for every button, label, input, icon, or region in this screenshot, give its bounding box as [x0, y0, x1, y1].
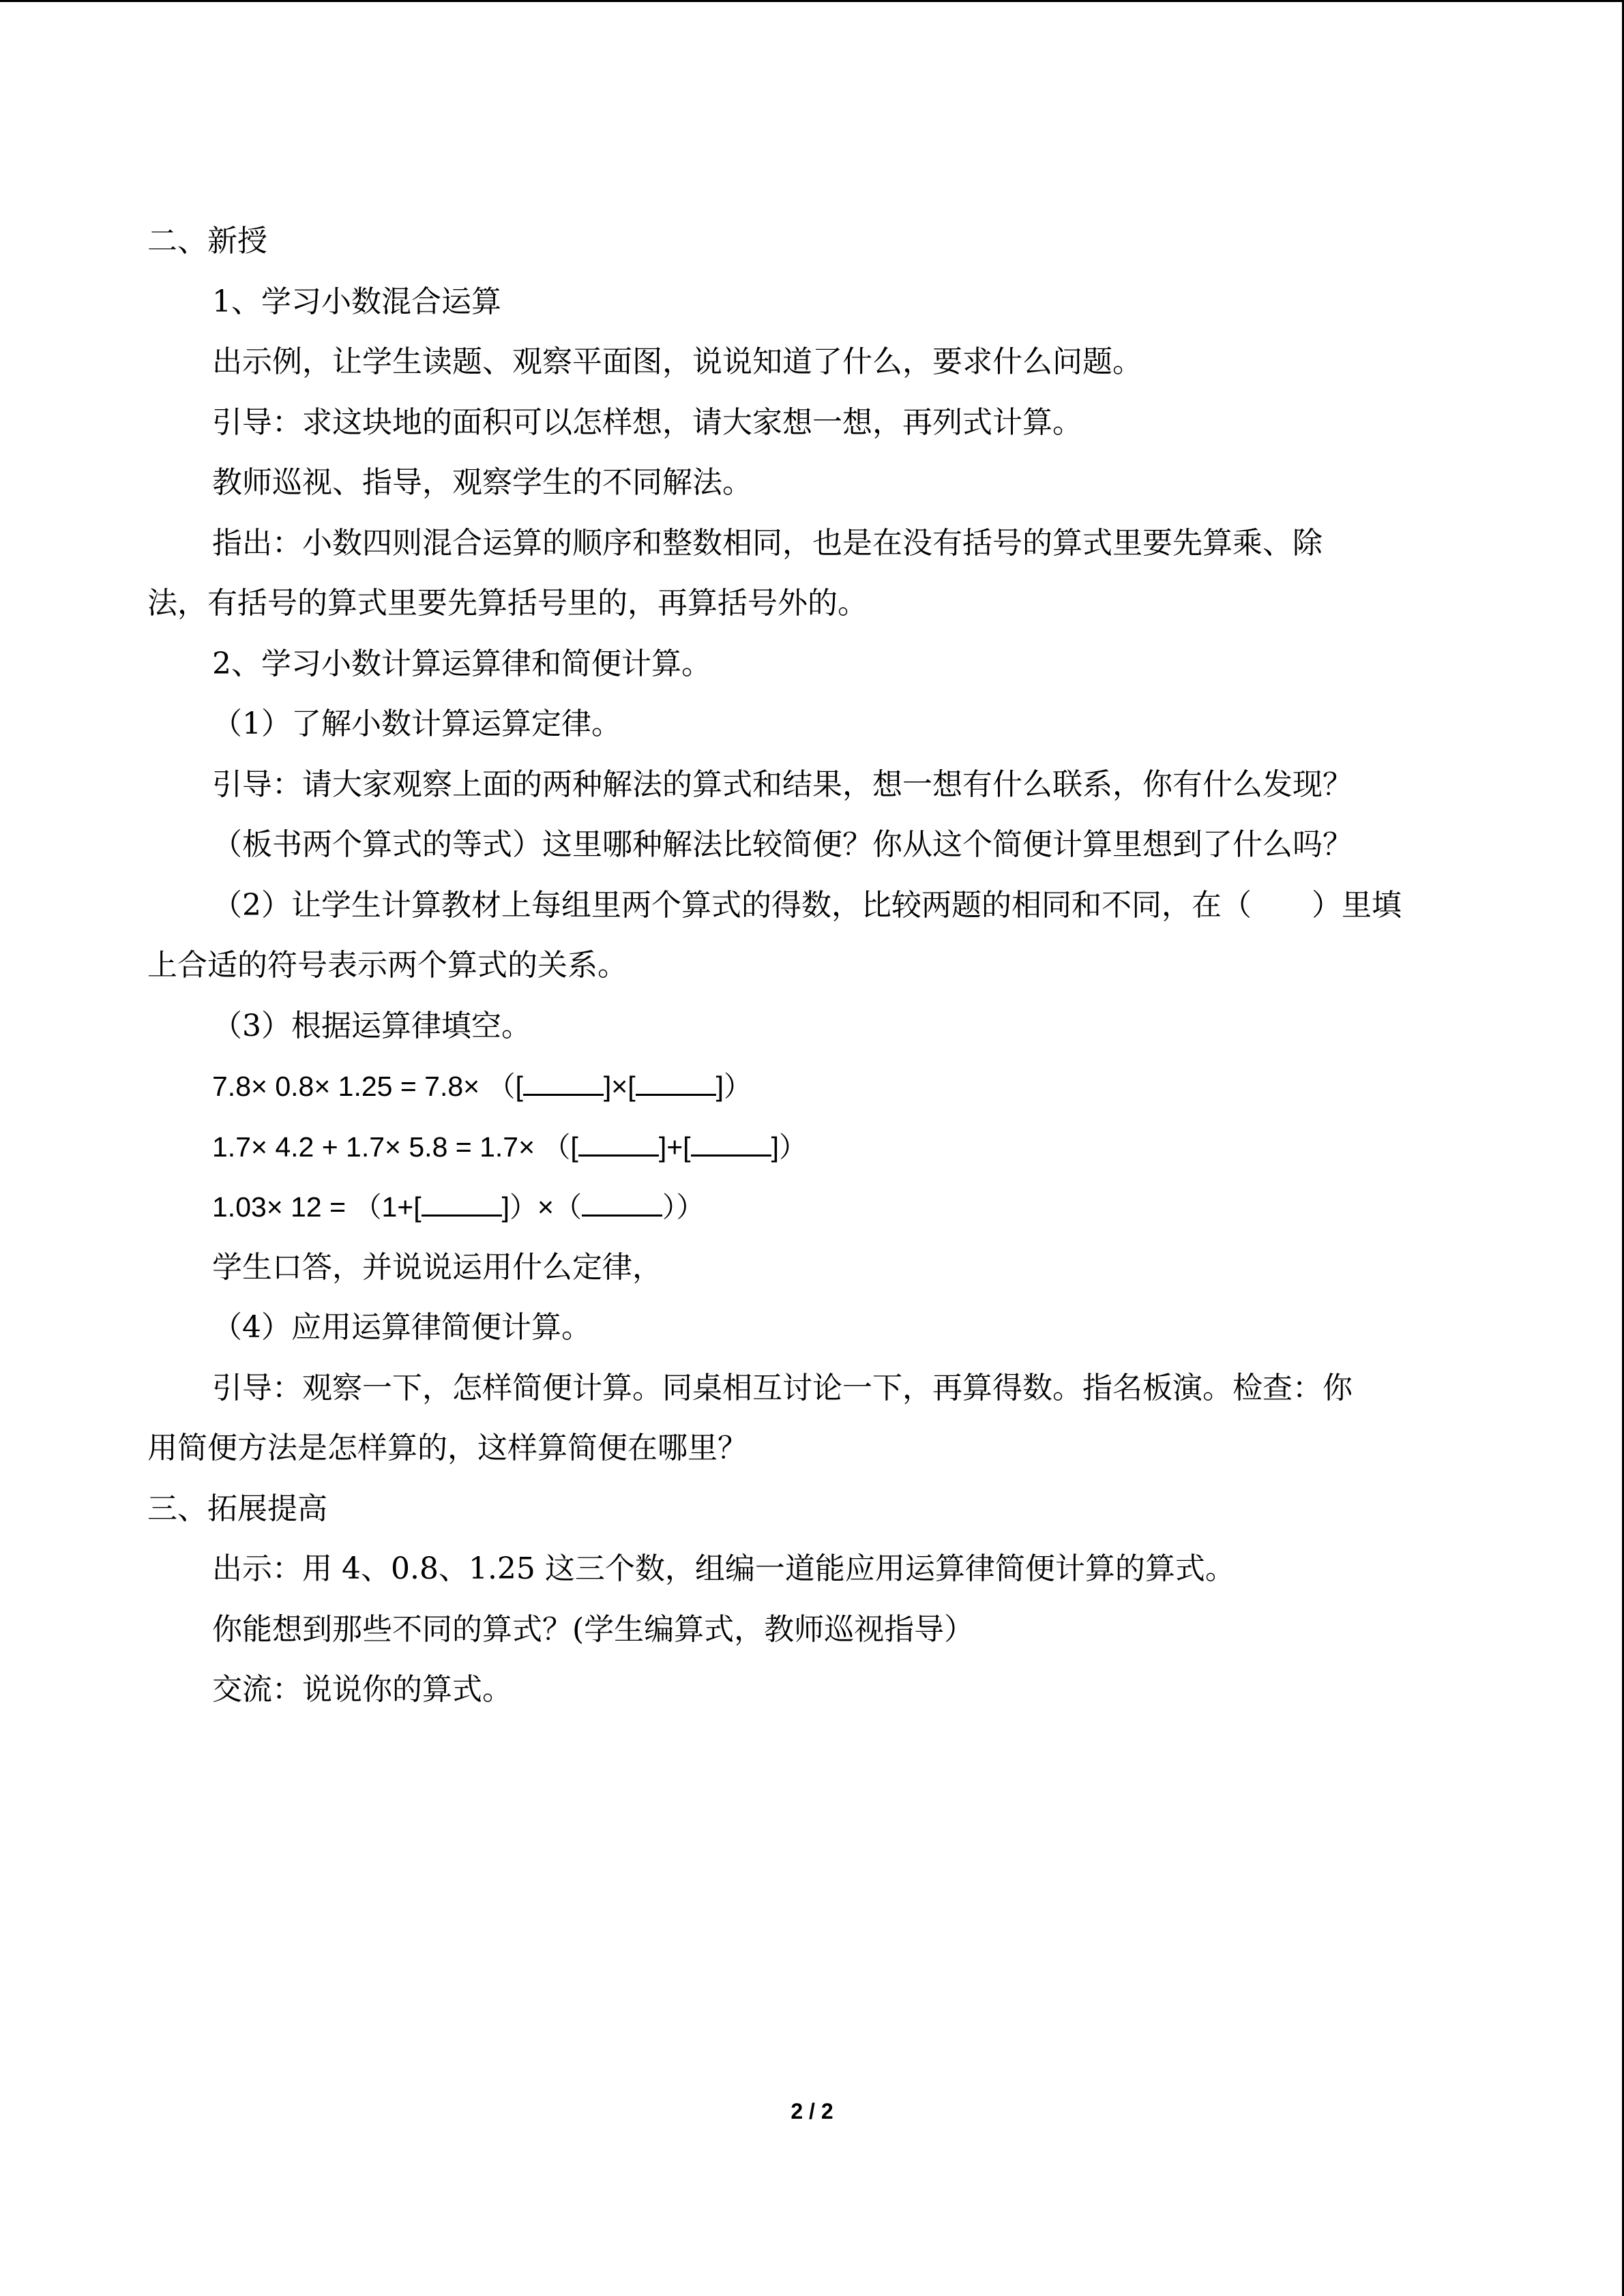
subsection-item-2: （2）让学生计算教材上每组里两个算式的得数，比较两题的相同和不同，在（ ）里填	[212, 887, 1402, 923]
section-heading-extension: 三、拓展提高	[147, 1491, 327, 1526]
subsection-item-1: （1）了解小数计算运算定律。	[212, 706, 621, 741]
formula-line-2	[147, 1117, 1477, 1178]
formula-line-3	[147, 1177, 1477, 1238]
formula-text: ]）×（	[501, 1191, 582, 1223]
paragraph: 交流：说说你的算式。	[212, 1672, 512, 1707]
paragraph: 教师巡视、指导，观察学生的不同解法。	[212, 465, 752, 500]
fill-blank[interactable]	[578, 1127, 659, 1157]
paragraph: 引导：观察一下，怎样简便计算。同桌相互讨论一下，再算得数。指名板演。检查：你	[212, 1370, 1353, 1405]
subsection-title-operation-laws: 2、学习小数计算运算律和简便计算。	[212, 646, 711, 681]
page-top-border	[0, 0, 1624, 2]
formula-text: ]）	[715, 1071, 752, 1102]
paragraph: 引导：请大家观察上面的两种解法的算式和结果，想一想有什么联系，你有什么发现？	[212, 766, 1353, 802]
paragraph: 出示：用 4、0.8、1.25 这三个数，组编一道能应用运算律简便计算的算式。	[212, 1551, 1235, 1586]
fill-blank[interactable]	[636, 1067, 716, 1096]
formula-text: 1.7× 4.2 + 1.7× 5.8 = 1.7× （[	[212, 1131, 578, 1163]
paragraph: 指出：小数四则混合运算的顺序和整数相同，也是在没有括号的算式里要先算乘、除	[212, 525, 1323, 561]
subsection-item-4: （4）应用运算律简便计算。	[212, 1310, 591, 1345]
formula-text: ]×[	[603, 1071, 636, 1102]
formula-text: ））	[662, 1191, 705, 1223]
page-number: 2 / 2	[791, 2099, 833, 2123]
paragraph: （板书两个算式的等式）这里哪种解法比较简便？你从这个简便计算里想到了什么吗？	[212, 827, 1353, 862]
fill-blank[interactable]	[691, 1127, 771, 1157]
paragraph: 出示例，让学生读题、观察平面图，说说知道了什么，要求什么问题。	[212, 344, 1142, 379]
paragraph-continuation: 法，有括号的算式里要先算括号里的，再算括号外的。	[147, 586, 868, 621]
paragraph-continuation: 上合适的符号表示两个算式的关系。	[147, 948, 628, 983]
fill-blank[interactable]	[422, 1187, 502, 1217]
formula-text: ]+[	[658, 1131, 691, 1163]
formula-text: 7.8× 0.8× 1.25 = 7.8× （[	[212, 1071, 523, 1102]
fill-blank[interactable]	[582, 1187, 662, 1217]
paragraph: 学生口答，并说说运用什么定律，	[212, 1249, 662, 1285]
paragraph: 引导：求这块地的面积可以怎样想，请大家想一想，再列式计算。	[212, 404, 1082, 440]
fill-blank[interactable]	[523, 1067, 604, 1096]
paragraph-continuation: 用简便方法是怎样算的，这样算简便在哪里？	[147, 1431, 748, 1465]
subsection-title-mixed-operations: 1、学习小数混合运算	[212, 284, 501, 319]
document-body	[147, 211, 1477, 1720]
formula-text: 1.03× 12 = （1+[	[212, 1191, 422, 1223]
formula-line-1	[147, 1056, 1477, 1117]
subsection-item-3: （3）根据运算律填空。	[212, 1008, 531, 1043]
section-heading-new-lesson: 二、新授	[147, 224, 267, 258]
formula-text: ]）	[771, 1131, 807, 1163]
paragraph: 你能想到那些不同的算式？(学生编算式，教师巡视指导）	[212, 1611, 975, 1647]
